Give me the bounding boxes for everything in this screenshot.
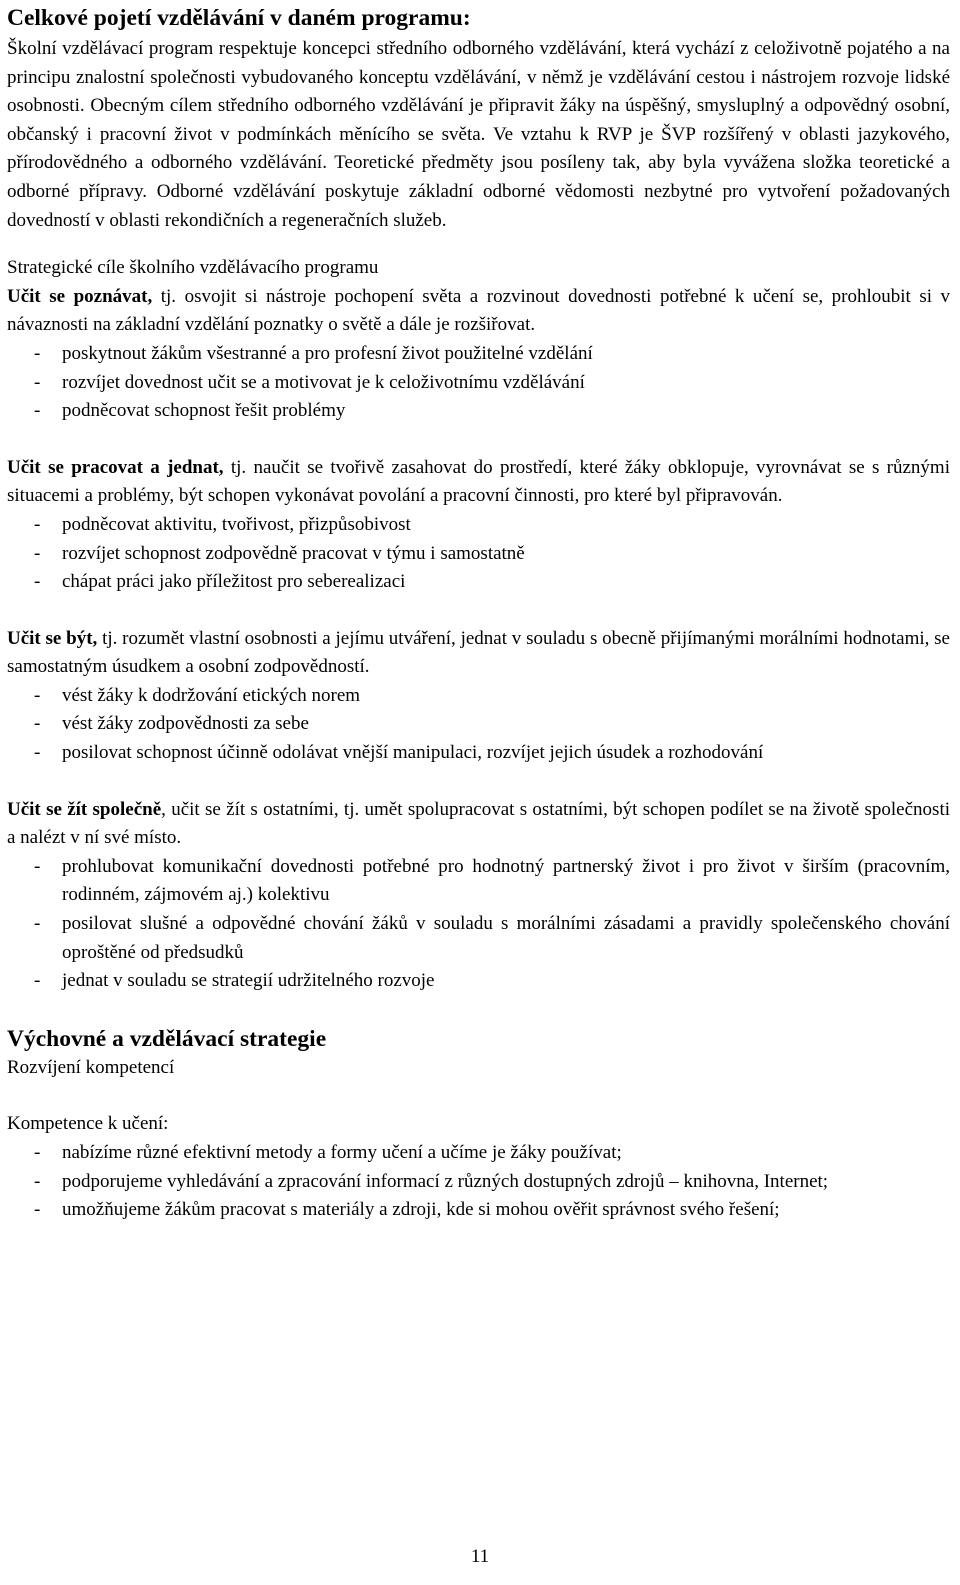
intro-paragraph: Školní vzdělávací program respektuje koncepci středního odborného vzdělávání, která vychází z celoživotně pojatého a na principu znalostní společnosti vybudovaného konceptu vzdělávání, v němž je vzdělávání cestou i nástrojem rozvoje lidské osobnosti. Obecným cílem středního odborného vzdělávání je připravit žáky na úspěšný, smysluplný a odpovědný osobní, občanský i pracovní život v podmínkách měnícího se světa. Ve vztahu k RVP je ŠVP rozšířený v oblasti jazykového, přírodovědného a odborného vzdělávání. Teoretické předměty jsou posíleny tak, aby byla vyvážena složka teoretické a odborné přípravy. Odborné vzdělávání poskytuje základní odborné vědomosti nezbytné pro vytvoření požadovaných dovedností v oblasti rekondičních a regeneračních služeb.	[7, 38, 950, 231]
spacer	[7, 597, 950, 625]
goal-list	[7, 853, 950, 996]
list-item: - prohlubovat komunikační dovednosti potřebné pro hodnotný partnerský život i pro život v širším (pracovním, rodinném, zájmovém aj.) kolektivu	[7, 853, 950, 910]
goal-text: tj. naučit se tvořivě zasahovat do prostředí, které žáky obklopuje, vyrovnávat se s různými situacemi a problémy, být schopen vykonávat povolání a pracovní činnosti, pro které byl připravován.	[7, 456, 950, 507]
goal-block-learn-to-live-together	[7, 796, 950, 996]
list-item: - podporujeme vyhledávání a zpracování informací z různých dostupných zdrojů – knihovna, Internet;	[7, 1168, 950, 1197]
section-heading-strategies: Výchovné a vzdělávací strategie	[7, 1025, 327, 1052]
list-item: - podněcovat schopnost řešit problémy	[7, 397, 950, 426]
list-item: - vést žáky zodpovědnosti za sebe	[7, 710, 950, 739]
learning-competence-list	[7, 1139, 950, 1225]
goal-paragraph	[7, 454, 950, 511]
list-item: - umožňujeme žákům pracovat s materiály a zdroji, kde si mohou ověřit správnost svého řešení;	[7, 1196, 950, 1225]
goal-block-learn-to-know	[7, 283, 950, 426]
goal-list	[7, 511, 950, 597]
spacer	[7, 768, 950, 796]
goal-text: , učit se žít s ostatními, tj. umět spolupracovat s ostatními, být schopen podílet se na životě společnosti a nalézt v ní své místo.	[7, 798, 950, 849]
spacer	[7, 996, 950, 1024]
goal-list	[7, 682, 950, 768]
competence-development-label: Rozvíjení kompetencí	[7, 1056, 175, 1078]
list-item: - rozvíjet schopnost zodpovědně pracovat v týmu i samostatně	[7, 540, 950, 569]
list-item: - vést žáky k dodržování etických norem	[7, 682, 950, 711]
document-page	[7, 0, 950, 1225]
strategic-goals-title: Strategické cíle školního vzdělávacího programu	[7, 257, 379, 279]
goal-lead: Učit se být,	[7, 627, 98, 649]
spacer	[7, 426, 950, 454]
list-item: - posilovat slušné a odpovědné chování žáků v souladu s morálními zásadami a pravidly společenského chování oproštěné od předsudků	[7, 910, 950, 967]
list-item: - posilovat schopnost účinně odolávat vnější manipulaci, rozvíjet jejich úsudek a rozhodování	[7, 739, 950, 768]
goal-lead: Učit se žít společně	[7, 798, 162, 820]
goal-paragraph	[7, 625, 950, 682]
list-item: - rozvíjet dovednost učit se a motivovat je k celoživotnímu vzdělávání	[7, 369, 950, 398]
page-number: 11	[470, 1546, 490, 1567]
spacer	[7, 235, 950, 254]
goal-block-learn-to-work	[7, 454, 950, 597]
list-item: - poskytnout žákům všestranné a pro profesní život použitelné vzdělání	[7, 340, 950, 369]
goal-paragraph	[7, 283, 950, 340]
list-item: - chápat práci jako příležitost pro seberealizaci	[7, 568, 950, 597]
list-item: - jednat v souladu se strategií udržitelného rozvoje	[7, 967, 950, 996]
goal-block-learn-to-be	[7, 625, 950, 768]
goal-lead: Učit se pracovat a jednat,	[7, 456, 224, 478]
learning-competence-title: Kompetence k učení:	[7, 1113, 169, 1135]
list-item: - podněcovat aktivitu, tvořivost, přizpůsobivost	[7, 511, 950, 540]
goal-text: tj. osvojit si nástroje pochopení světa a rozvinout dovednosti potřebné k učení se, prohloubit si v návaznosti na základní vzdělání poznatky o světě a dále je rozšiřovat.	[7, 285, 950, 336]
section-heading-concept: Celkové pojetí vzdělávání v daném programu:	[7, 5, 471, 31]
list-item: - nabízíme různé efektivní metody a formy učení a učíme je žáky používat;	[7, 1139, 950, 1168]
goal-list	[7, 340, 950, 426]
goal-lead: Učit se poznávat,	[7, 285, 153, 307]
goal-text: tj. rozumět vlastní osobnosti a jejímu utváření, jednat v souladu s obecně přijímanými morálními hodnotami, se samostatným úsudkem a osobní zodpovědností.	[7, 627, 950, 678]
spacer	[7, 1082, 950, 1110]
goal-paragraph	[7, 796, 950, 853]
